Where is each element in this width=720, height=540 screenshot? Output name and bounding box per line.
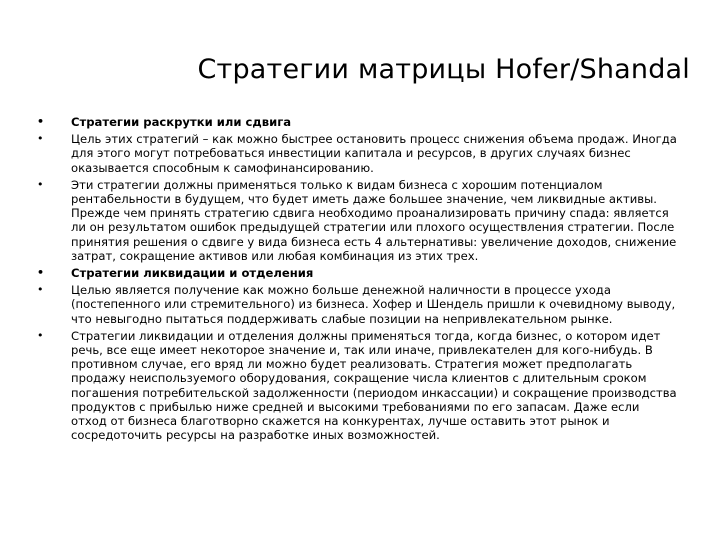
bullet-dot: •: [37, 177, 44, 191]
bullet-item: [37, 329, 677, 443]
bullet-dot: •: [37, 115, 45, 128]
bullet-text: Стратегии ликвидации и отделения должны применяться тогда, когда бизнес, о котором идет речь, все еще имеет некоторое значение и, так или иначе, привлекателен для кого-нибудь. В противном случае, его вряд ли можно будет реализовать. Стратегия может предполагать продажу неиспользуемого оборудования, сокращение числа клиентов с длительным сроком погашения потребительской задолженности (периодом инкассации) и сокращение производства продуктов с прибылью ниже средней и высокими требованиями по его запасам. Даже если отход от бизнеса благотворно скажется на конкурентах, лучше оставить этот рынок и сосредоточить ресурсы на разработке иных возможностей.: [71, 328, 677, 443]
slide-title: Стратегии матрицы Hofer/Shandal: [197, 54, 690, 85]
bullet-dot: •: [37, 266, 45, 280]
bullet-dot: •: [37, 132, 44, 146]
bullet-dot: •: [37, 283, 44, 297]
bullet-item: [37, 266, 677, 280]
bullet-text: Целью является получение как можно больше денежной наличности в процессе ухода (постепенного или стремительного) из бизнеса. Хофер и Шендель пришли к очевидному выводу, что невыгодно пытаться поддерживать слабые позиции на непривлекательном рынке.: [71, 283, 676, 326]
bullet-text: Цель этих стратегий – как можно быстрее остановить процесс снижения объема продаж. Иногда для этого могут потребоваться инвестиции капитала и ресурсов, в других случаях бизнес оказывается способным к самофинансированию.: [71, 132, 677, 175]
bullet-item: [37, 178, 677, 263]
bullet-text: Стратегии ликвидации и отделения: [71, 266, 314, 281]
bullet-item: [37, 115, 677, 129]
bullet-item: [37, 283, 677, 326]
bullet-item: [37, 132, 677, 175]
bullet-text: Стратегии раскрутки или сдвига: [71, 115, 292, 129]
bullet-list: [37, 115, 677, 445]
bullet-dot: •: [37, 328, 44, 342]
bullet-text: Эти стратегии должны применяться только к видам бизнеса с хорошим потенциалом рентабельности в будущем, что будет иметь даже большее значение, чем ликвидные активы. Прежде чем принять стратегию сдвига необходимо проанализировать причину спада: является ли он результатом ошибок предыдущей стратегии или плохого осуществления стратегии. После принятия решения о сдвиге у вида бизнеса есть 4 альтернативы: увеличение доходов, снижение затрат, сокращение активов или любая комбинация из этих трех.: [71, 177, 677, 263]
